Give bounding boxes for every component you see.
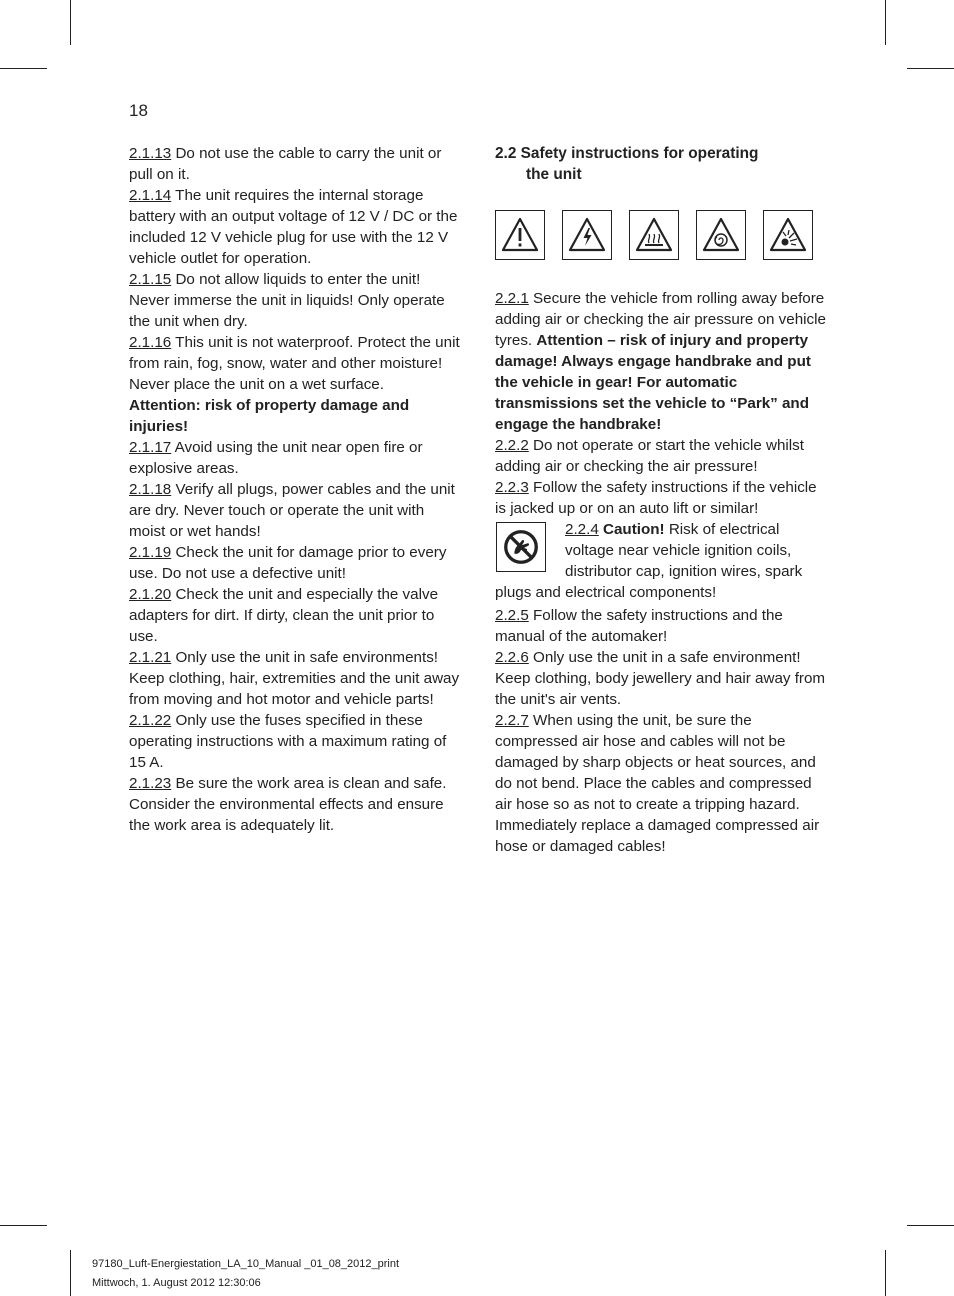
section-heading xyxy=(495,143,827,185)
item-number: 2.2.5 xyxy=(495,607,529,624)
crop-mark xyxy=(907,68,954,69)
item-text: Only use the fuses specified in these operating instructions with a maximum rating of 15 A. xyxy=(129,712,447,771)
footer-timestamp: Mittwoch, 1. August 2012 12:30:06 xyxy=(92,1277,261,1289)
right-column xyxy=(495,143,827,857)
instruction-2-1-18 xyxy=(129,479,462,542)
instruction-2-1-15 xyxy=(129,269,462,332)
item-text: Do not use the cable to carry the unit or pull on it. xyxy=(129,145,442,183)
crop-mark xyxy=(0,68,47,69)
item-text: The unit requires the internal storage battery with an output voltage of 12 V / DC or the included 12 V vehicle plug for use with the 12 V vehicle outlet for operation. xyxy=(129,187,458,267)
instruction-2-1-17 xyxy=(129,437,462,479)
instruction-2-1-13 xyxy=(129,143,462,185)
crop-mark xyxy=(885,0,886,45)
item-text: Only use the unit in safe environments! Keep clothing, hair, extremities and the unit away from moving and hot motor and vehicle parts! xyxy=(129,649,460,708)
item-number: 2.2.6 xyxy=(495,649,529,666)
item-number: 2.2.3 xyxy=(495,479,529,496)
item-text: Do not allow liquids to enter the unit! Never immerse the unit in liquids! Only operate the unit when dry. xyxy=(129,271,445,330)
no-touch-prohibition-icon xyxy=(496,522,546,572)
item-text: Check the unit for damage prior to every use. Do not use a defective unit! xyxy=(129,544,447,582)
instruction-2-2-7 xyxy=(495,710,827,857)
item-number: 2.2.1 xyxy=(495,290,529,307)
instruction-2-1-19 xyxy=(129,542,462,584)
section-heading-line1: 2.2 Safety instructions for operating xyxy=(495,145,759,162)
item-text: Check the unit and especially the valve adapters for dirt. If dirty, clean the unit prior to use. xyxy=(129,586,439,645)
item-number: 2.1.21 xyxy=(129,649,172,666)
instruction-2-1-21 xyxy=(129,647,462,710)
instruction-2-2-4 xyxy=(495,519,827,603)
item-number: 2.2.2 xyxy=(495,437,529,454)
instruction-2-1-20 xyxy=(129,584,462,647)
caution-label: Caution! xyxy=(598,521,665,538)
footer-filename: 97180_Luft-Energiestation_LA_10_Manual _01_08_2012_print xyxy=(92,1258,400,1270)
item-number: 2.1.16 xyxy=(129,334,172,351)
electrical-voltage-warning-icon xyxy=(562,210,612,260)
explosive-warning-icon xyxy=(763,210,813,260)
crop-mark xyxy=(70,1250,71,1296)
item-number: 2.2.4 xyxy=(565,521,599,538)
left-column xyxy=(129,143,462,836)
item-text: When using the unit, be sure the compressed air hose and cables will not be damaged by sharp objects or heat sources, and do not bend. Place the cables and compressed air hose so as not to create a tripping hazard. Immediately replace a damaged compressed air hose or damaged cables! xyxy=(495,712,820,855)
item-number: 2.1.20 xyxy=(129,586,172,603)
item-number: 2.2.7 xyxy=(495,712,529,729)
item-number: 2.1.17 xyxy=(129,439,172,456)
crop-mark xyxy=(907,1225,954,1226)
item-number: 2.1.14 xyxy=(129,187,172,204)
crop-mark xyxy=(0,1225,47,1226)
warning-icons-row xyxy=(495,210,827,260)
general-warning-icon xyxy=(495,210,545,260)
item-text: Be sure the work area is clean and safe. Consider the environmental effects and ensure the work area is adequately lit. xyxy=(129,775,447,834)
attention-notice xyxy=(129,395,462,437)
item-text: Avoid using the unit near open fire or explosive areas. xyxy=(129,439,423,477)
instruction-2-2-3 xyxy=(495,477,827,519)
crop-mark xyxy=(885,1250,886,1296)
item-text: Risk of electrical voltage near vehicle ignition coils, distributor cap, ignition wires, spark plugs and electrical components! xyxy=(495,521,803,601)
item-text: This unit is not waterproof. Protect the unit from rain, fog, snow, water and other moisture! Never place the unit on a wet surface. xyxy=(129,334,460,393)
item-number: 2.1.23 xyxy=(129,775,172,792)
attention-text: Attention: risk of property damage and injuries! xyxy=(129,397,410,435)
item-number: 2.1.22 xyxy=(129,712,172,729)
item-number: 2.1.19 xyxy=(129,544,172,561)
item-text: Follow the safety instructions and the manual of the automaker! xyxy=(495,607,783,645)
instruction-2-2-5 xyxy=(495,605,827,647)
item-number: 2.1.15 xyxy=(129,271,172,288)
item-number: 2.1.13 xyxy=(129,145,172,162)
instruction-2-1-23 xyxy=(129,773,462,836)
item-text: Secure the vehicle from rolling away before adding air or checking the air pressure on vehicle tyres. xyxy=(495,290,826,349)
section-heading-line2: the unit xyxy=(526,166,582,183)
instruction-2-1-22 xyxy=(129,710,462,773)
attention-text: Attention – risk of injury and property damage! Always engage handbrake and put the vehicle in gear! For automatic transmissions set the vehicle to “Park” and engage the handbrake! xyxy=(495,332,811,433)
instruction-2-1-14 xyxy=(129,185,462,269)
item-number: 2.1.18 xyxy=(129,481,172,498)
page-number: 18 xyxy=(129,101,148,120)
item-text: Verify all plugs, power cables and the unit are dry. Never touch or operate the unit with moist or wet hands! xyxy=(129,481,455,540)
crop-mark xyxy=(70,0,71,45)
instruction-2-1-16 xyxy=(129,332,462,395)
instruction-2-2-6 xyxy=(495,647,827,710)
instruction-2-2-2 xyxy=(495,435,827,477)
item-text: Do not operate or start the vehicle whilst adding air or checking the air pressure! xyxy=(495,437,804,475)
hot-surface-warning-icon xyxy=(629,210,679,260)
item-text: Follow the safety instructions if the vehicle is jacked up or on an auto lift or similar! xyxy=(495,479,817,517)
rotating-parts-warning-icon xyxy=(696,210,746,260)
instruction-2-2-1 xyxy=(495,288,827,435)
item-text: Only use the unit in a safe environment! Keep clothing, body jewellery and hair away from the unit's air vents. xyxy=(495,649,826,708)
